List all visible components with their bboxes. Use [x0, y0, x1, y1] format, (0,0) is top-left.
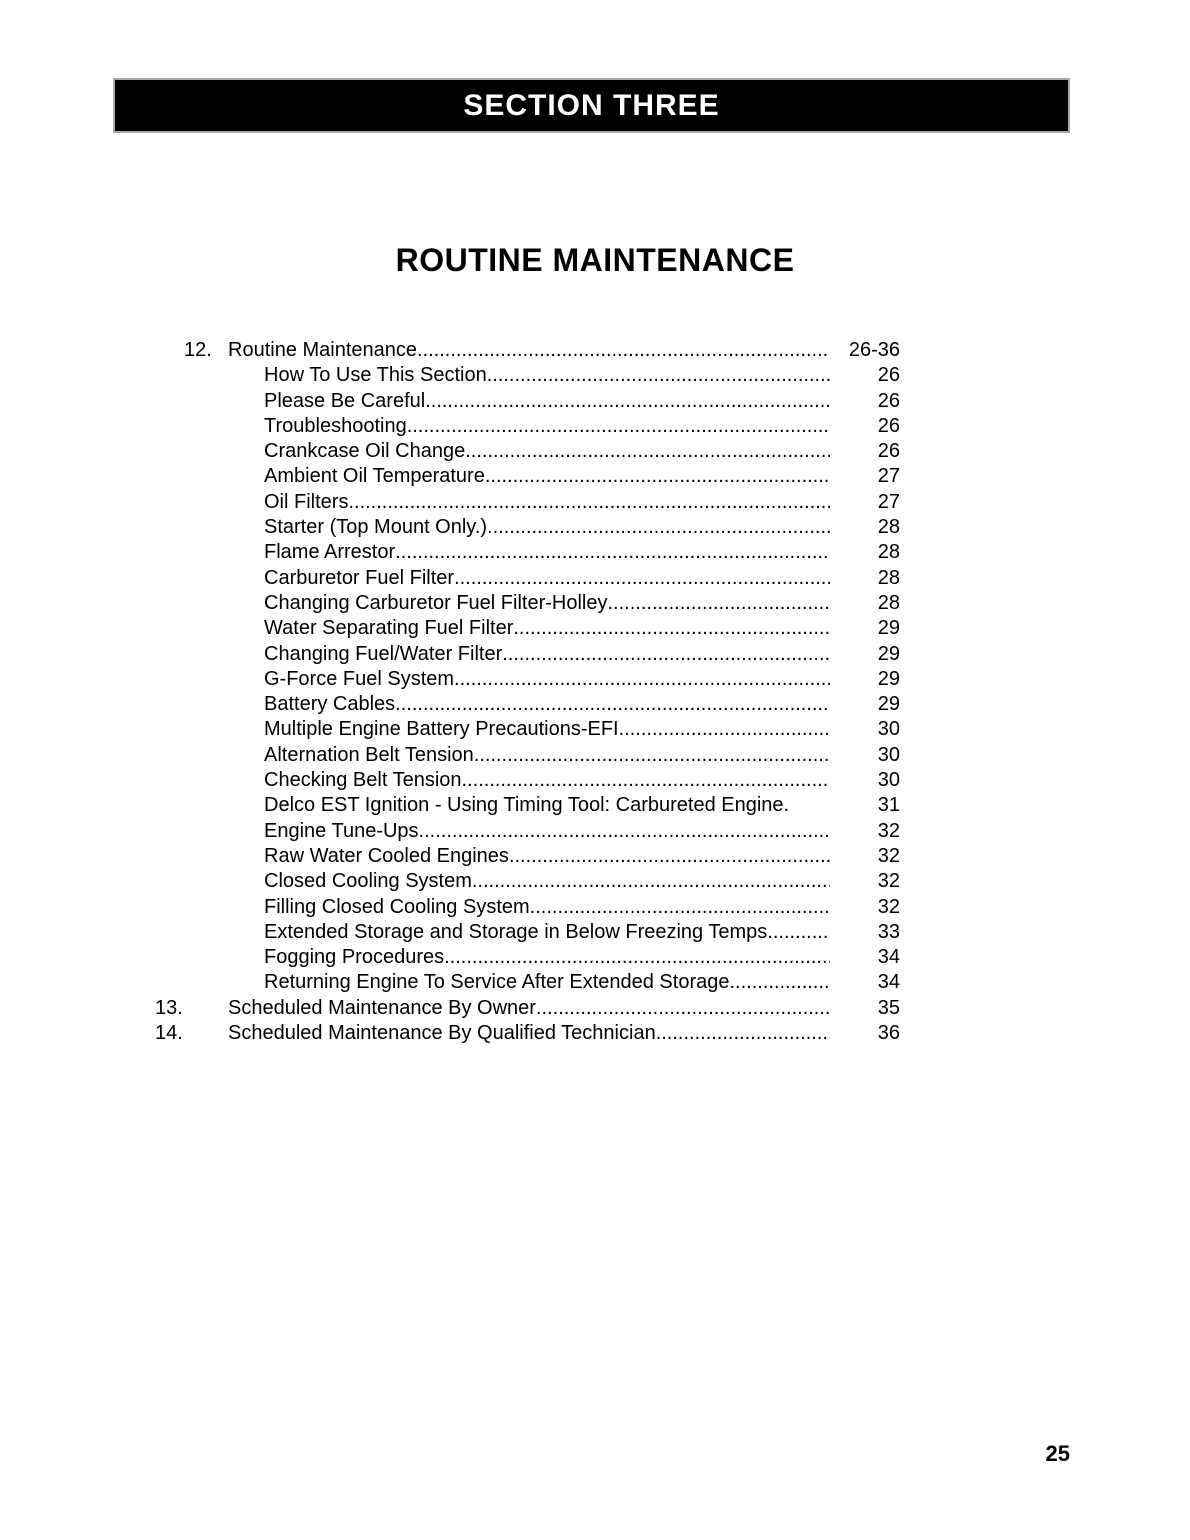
toc-item-page: 32 [877, 870, 900, 893]
toc-row [155, 389, 900, 414]
toc-item-page: 30 [877, 718, 900, 741]
toc-row [155, 844, 900, 869]
toc-dot-leader [513, 616, 830, 641]
toc-dot-leader [502, 642, 830, 667]
toc-row [155, 692, 900, 717]
toc-item-page: 32 [877, 844, 900, 867]
toc-item-page: 28 [877, 516, 900, 539]
toc-item-page: 34 [877, 971, 900, 994]
toc-dot-leader [767, 920, 830, 945]
toc-item-number: 13. [155, 996, 183, 1019]
section-header-bar [113, 78, 1070, 133]
toc-dot-leader [729, 970, 830, 995]
toc-dot-leader [619, 717, 830, 742]
toc-item-title: Engine Tune-Ups [264, 819, 419, 842]
toc-row [155, 768, 900, 793]
toc-item-title: Starter (Top Mount Only.) [264, 516, 488, 539]
toc-row [155, 667, 900, 692]
toc-item-title: Please Be Careful [264, 389, 426, 412]
toc-dot-leader [417, 338, 830, 363]
toc-item-title: How To Use This Section [264, 364, 487, 387]
toc-item-page: 29 [877, 642, 900, 665]
toc-item-page: 31 [877, 794, 900, 817]
toc-item-title: Multiple Engine Battery Precautions-EFI [264, 718, 619, 741]
toc-row [155, 464, 900, 489]
toc-dot-leader [509, 844, 830, 869]
toc-dot-leader [656, 1021, 830, 1046]
page-number: 25 [1045, 1441, 1070, 1466]
toc-dot-leader [607, 591, 830, 616]
toc-item-page: 30 [877, 769, 900, 792]
toc-dot-leader [454, 566, 830, 591]
toc-dot-leader [407, 414, 830, 439]
toc-item-title: Returning Engine To Service After Extended Storage [264, 971, 730, 994]
toc-dot-leader [465, 439, 830, 464]
toc-item-title: Changing Fuel/Water Filter [264, 642, 503, 665]
toc-dot-leader [454, 667, 830, 692]
toc-item-page: 32 [877, 819, 900, 842]
toc-item-page: 36 [877, 1022, 900, 1045]
toc-row [155, 566, 900, 591]
toc-item-title: Carburetor Fuel Filter [264, 566, 455, 589]
toc-item-page: 27 [877, 490, 900, 513]
toc-dot-leader [530, 895, 830, 920]
toc-row [155, 515, 900, 540]
toc-item-title: Ambient Oil Temperature [264, 465, 485, 488]
toc-item-page: 26 [877, 364, 900, 387]
toc-item-title: Scheduled Maintenance By Qualified Technician [228, 1022, 656, 1045]
toc-item-page: 26 [877, 414, 900, 437]
toc-row [155, 717, 900, 742]
toc-item-page: 30 [877, 743, 900, 766]
toc-item-page: 26 [877, 440, 900, 463]
toc-item-title: Scheduled Maintenance By Owner [228, 996, 536, 1019]
toc-item-title: Filling Closed Cooling System [264, 895, 530, 918]
toc-row [155, 869, 900, 894]
toc-item-title: Changing Carburetor Fuel Filter-Holley [264, 591, 608, 614]
toc-item-title: Water Separating Fuel Filter [264, 617, 514, 640]
toc-dot-leader [474, 743, 830, 768]
toc-dot-leader [395, 692, 830, 717]
toc-item-page: 26 [877, 389, 900, 412]
toc-row [155, 540, 900, 565]
toc-row [155, 642, 900, 667]
toc-item-number: 12. [184, 339, 212, 361]
toc-row [155, 439, 900, 464]
toc-row [155, 743, 900, 768]
toc-item-title: Raw Water Cooled Engines [264, 844, 509, 867]
toc-item-title: G-Force Fuel System [264, 667, 455, 690]
toc-item-page: 26-36 [848, 339, 900, 361]
toc-item-title: Troubleshooting [264, 414, 407, 437]
toc-row [155, 338, 900, 363]
toc-item-title: Routine Maintenance [228, 339, 418, 361]
toc-dot-leader [487, 515, 830, 540]
toc-item-title: Alternation Belt Tension [264, 743, 474, 766]
toc-row [155, 591, 900, 616]
toc-row [155, 793, 900, 818]
toc-item-page: 28 [877, 591, 900, 614]
toc-list [155, 338, 900, 1046]
toc-dot-leader [348, 490, 830, 515]
toc-item-page: 32 [877, 895, 900, 918]
toc-row [155, 1021, 900, 1046]
toc-dot-leader [425, 389, 830, 414]
page-title: ROUTINE MAINTENANCE [395, 242, 795, 278]
toc-dot-leader [419, 819, 830, 844]
toc-row [155, 895, 900, 920]
toc-row [155, 920, 900, 945]
toc-row [155, 996, 900, 1021]
toc-item-page: 33 [877, 920, 900, 943]
toc-dot-leader [444, 945, 830, 970]
toc-item-page: 29 [877, 693, 900, 716]
toc-row [155, 490, 900, 515]
toc-item-page: 34 [877, 946, 900, 969]
toc-row [155, 945, 900, 970]
toc-item-title: Closed Cooling System [264, 870, 472, 893]
toc-item-title: Extended Storage and Storage in Below Freezing Temps [264, 920, 768, 943]
toc-item-title: Flame Arrestor [264, 541, 396, 564]
toc-item-page: 28 [877, 566, 900, 589]
toc-item-page: 35 [877, 996, 900, 1019]
toc-item-title: Crankcase Oil Change [264, 440, 466, 463]
toc-row [155, 414, 900, 439]
toc-row [155, 363, 900, 388]
toc-item-page: 28 [877, 541, 900, 564]
toc-item-number: 14. [155, 1022, 183, 1045]
toc-dot-leader [536, 996, 830, 1021]
toc-item-page: 27 [877, 465, 900, 488]
toc-row [155, 616, 900, 641]
toc-item-page: 29 [877, 667, 900, 690]
toc-item-title: Checking Belt Tension [264, 769, 462, 792]
section-header-title: SECTION THREE [463, 88, 720, 122]
toc-row [155, 970, 900, 995]
toc-item-page: 29 [877, 617, 900, 640]
toc-dot-leader [462, 768, 830, 793]
toc-item-title: Battery Cables [264, 693, 396, 716]
toc-item-title: Oil Filters [264, 490, 349, 513]
toc-item-title: Fogging Procedures [264, 946, 445, 969]
toc-dot-leader [395, 540, 830, 565]
toc-dot-leader [487, 363, 830, 388]
toc-dot-leader [472, 869, 830, 894]
toc-dot-leader [485, 464, 830, 489]
toc-item-title: Delco EST Ignition - Using Timing Tool: Carbureted Engine. [264, 794, 790, 817]
toc-row [155, 819, 900, 844]
